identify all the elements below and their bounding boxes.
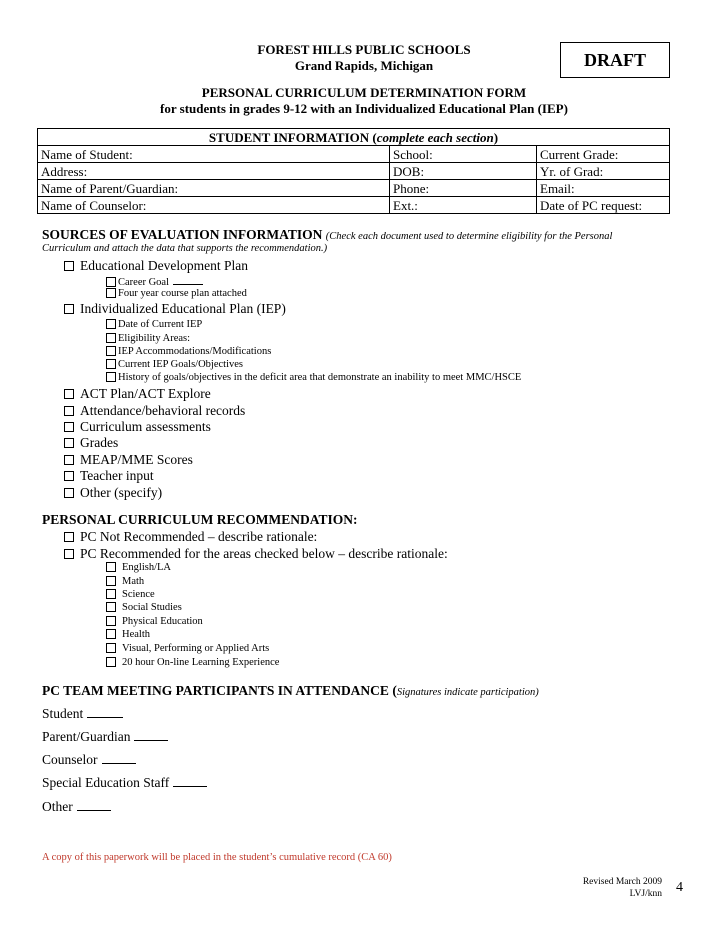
ext-field[interactable]: Ext.: <box>390 197 537 214</box>
checkbox-pc-recommended[interactable] <box>64 546 448 562</box>
school-name: FOREST HILLS PUBLIC SCHOOLS <box>257 42 471 57</box>
signature-student-label: Student <box>42 706 84 721</box>
checkbox-teacher-input[interactable] <box>64 468 154 484</box>
checkbox-icon[interactable] <box>106 288 116 298</box>
checkbox-icon[interactable] <box>64 422 74 432</box>
checkbox-iep[interactable] <box>64 301 286 317</box>
social-studies-label: Social Studies <box>122 602 182 613</box>
signature-parent <box>42 729 168 745</box>
team-section <box>42 683 539 699</box>
checkbox-icon[interactable] <box>106 643 116 653</box>
student-info-table <box>37 128 670 214</box>
checkbox-icon[interactable] <box>106 576 116 586</box>
checkbox-health[interactable] <box>106 628 150 642</box>
sources-note-line2: Curriculum and attach the data that supports the recommendation.) <box>42 243 328 254</box>
signature-other-label: Other <box>42 799 73 814</box>
sources-section <box>42 227 612 243</box>
four-year-plan-label: Four year course plan attached <box>118 288 247 299</box>
iep-label: Individualized Educational Plan (IEP) <box>80 301 286 316</box>
checkbox-icon[interactable] <box>106 562 116 572</box>
checkbox-icon[interactable] <box>106 319 116 329</box>
school-field[interactable]: School: <box>390 146 537 163</box>
checkbox-icon[interactable] <box>64 455 74 465</box>
signature-parent-label: Parent/Guardian <box>42 729 131 744</box>
table-row <box>38 146 670 163</box>
checkbox-icon[interactable] <box>64 471 74 481</box>
meap-label: MEAP/MME Scores <box>80 452 193 467</box>
page-number: 4 <box>676 880 683 895</box>
current-grade-field[interactable]: Current Grade: <box>537 146 670 163</box>
form-subtitle: for students in grades 9-12 with an Individualized Educational Plan (IEP) <box>160 101 568 116</box>
checkbox-edp[interactable] <box>64 258 248 274</box>
dob-field[interactable]: DOB: <box>390 163 537 180</box>
recommendation-title: PERSONAL CURRICULUM RECOMMENDATION: <box>42 512 358 527</box>
act-label: ACT Plan/ACT Explore <box>80 386 211 401</box>
checkbox-science[interactable] <box>106 588 155 602</box>
checkbox-icon[interactable] <box>64 304 74 314</box>
iep-accommodations-label: IEP Accommodations/Modifications <box>118 346 272 357</box>
checkbox-icon[interactable] <box>64 532 74 542</box>
checkbox-goal-history[interactable] <box>106 371 521 384</box>
checkbox-icon[interactable] <box>106 333 116 343</box>
online-learning-label: 20 hour On-line Learning Experience <box>122 657 280 668</box>
science-label: Science <box>122 589 155 600</box>
form-title: PERSONAL CURRICULUM DETERMINATION FORM <box>201 85 527 100</box>
checkbox-english[interactable] <box>106 561 171 575</box>
student-info-header: STUDENT INFORMATION (complete each section) <box>38 129 670 146</box>
checkbox-icon[interactable] <box>64 549 74 559</box>
edp-label: Educational Development Plan <box>80 258 248 273</box>
student-info-title: STUDENT INFORMATION <box>208 129 370 145</box>
checkbox-icon[interactable] <box>106 616 116 626</box>
table-row <box>38 197 670 214</box>
author-initials: LVJ/knn <box>629 889 662 899</box>
checkbox-icon[interactable] <box>64 261 74 271</box>
table-row <box>38 180 670 197</box>
health-label: Health <box>122 629 150 640</box>
iep-goals-label: Current IEP Goals/Objectives <box>118 359 244 370</box>
pc-not-recommended-label: PC Not Recommended – describe rationale: <box>80 529 318 544</box>
signature-student-line[interactable] <box>87 707 123 718</box>
checkbox-four-year-plan[interactable] <box>106 287 247 300</box>
checkbox-iep-goals[interactable] <box>106 358 243 371</box>
grad-year-field[interactable]: Yr. of Grad: <box>537 163 670 180</box>
career-goal-blank[interactable] <box>173 274 203 285</box>
signature-other-line[interactable] <box>77 800 111 811</box>
checkbox-iep-accommodations[interactable] <box>106 345 271 358</box>
checkbox-icon[interactable] <box>106 589 116 599</box>
checkbox-eligibility-areas[interactable] <box>106 332 190 345</box>
iep-date-label: Date of Current IEP <box>118 319 203 330</box>
checkbox-icon[interactable] <box>106 346 116 356</box>
checkbox-icon[interactable] <box>106 629 116 639</box>
other-label: Other (specify) <box>80 485 163 500</box>
checkbox-icon[interactable] <box>106 657 116 667</box>
checkbox-grades[interactable] <box>64 435 118 451</box>
phone-field[interactable]: Phone: <box>390 180 537 197</box>
sources-title: SOURCES OF EVALUATION INFORMATION <box>42 227 323 242</box>
signature-parent-line[interactable] <box>134 730 168 741</box>
signature-special-ed-label: Special Education Staff <box>42 775 170 790</box>
checkbox-icon[interactable] <box>106 359 116 369</box>
checkbox-other[interactable] <box>64 485 162 501</box>
goal-history-label: History of goals/objectives in the deficit area that demonstrate an inability to meet MMC/HSCE <box>118 372 522 383</box>
pc-request-date-field[interactable]: Date of PC request: <box>537 197 670 214</box>
grades-label: Grades <box>80 435 119 450</box>
signature-counselor-label: Counselor <box>42 752 98 767</box>
pc-recommended-label: PC Recommended for the areas checked below – describe rationale: <box>80 546 448 561</box>
signature-student <box>42 706 123 722</box>
checkbox-meap[interactable] <box>64 452 193 468</box>
checkbox-act[interactable] <box>64 386 211 402</box>
signature-special-ed-line[interactable] <box>173 776 207 787</box>
checkbox-icon[interactable] <box>64 406 74 416</box>
math-label: Math <box>122 576 145 587</box>
arts-label: Visual, Performing or Applied Arts <box>122 643 270 654</box>
checkbox-icon[interactable] <box>106 277 116 287</box>
checkbox-pc-not-recommended[interactable] <box>64 529 317 545</box>
counselor-name-field[interactable]: Name of Counselor: <box>38 197 390 214</box>
checkbox-arts[interactable] <box>106 642 269 656</box>
checkbox-attendance[interactable] <box>64 403 245 419</box>
checkbox-curriculum-assessments[interactable] <box>64 419 211 435</box>
signature-counselor-line[interactable] <box>102 753 136 764</box>
team-note: Signatures indicate participation) <box>396 687 539 698</box>
checkbox-physical-education[interactable] <box>106 615 203 629</box>
school-city: Grand Rapids, Michigan <box>294 58 434 73</box>
english-label: English/LA <box>122 562 171 573</box>
email-field[interactable]: Email: <box>537 180 670 197</box>
curriculum-assessments-label: Curriculum assessments <box>80 419 211 434</box>
revised-date: Revised March 2009 <box>582 877 662 887</box>
address-field[interactable]: Address: <box>38 163 390 180</box>
checkbox-iep-date[interactable] <box>106 318 202 331</box>
checkbox-icon[interactable] <box>106 602 116 612</box>
signature-other <box>42 799 111 815</box>
teacher-input-label: Teacher input <box>80 468 154 483</box>
parent-name-field[interactable]: Name of Parent/Guardian: <box>38 180 390 197</box>
eligibility-areas-label: Eligibility Areas: <box>118 333 191 344</box>
checkbox-online-learning[interactable] <box>106 656 279 670</box>
checkbox-icon[interactable] <box>64 438 74 448</box>
team-title: PC TEAM MEETING PARTICIPANTS IN ATTENDANCE ( <box>42 683 397 698</box>
student-info-note: complete each section <box>376 129 494 145</box>
draft-stamp: DRAFT <box>560 42 670 78</box>
sources-note-line1: (Check each document used to determine eligibility for the Personal <box>325 231 613 242</box>
checkbox-icon[interactable] <box>64 389 74 399</box>
checkbox-icon[interactable] <box>64 488 74 498</box>
attendance-label: Attendance/behavioral records <box>80 403 246 418</box>
signature-counselor <box>42 752 136 768</box>
student-name-field[interactable]: Name of Student: <box>38 146 390 163</box>
signature-special-ed <box>42 775 207 791</box>
record-note: A copy of this paperwork will be placed in the student’s cumulative record (CA 60) <box>42 852 392 863</box>
checkbox-social-studies[interactable] <box>106 601 182 615</box>
checkbox-math[interactable] <box>106 575 144 589</box>
physical-education-label: Physical Education <box>122 616 203 627</box>
checkbox-icon[interactable] <box>106 372 116 382</box>
table-row <box>38 163 670 180</box>
career-goal-label: Career Goal <box>118 277 170 288</box>
